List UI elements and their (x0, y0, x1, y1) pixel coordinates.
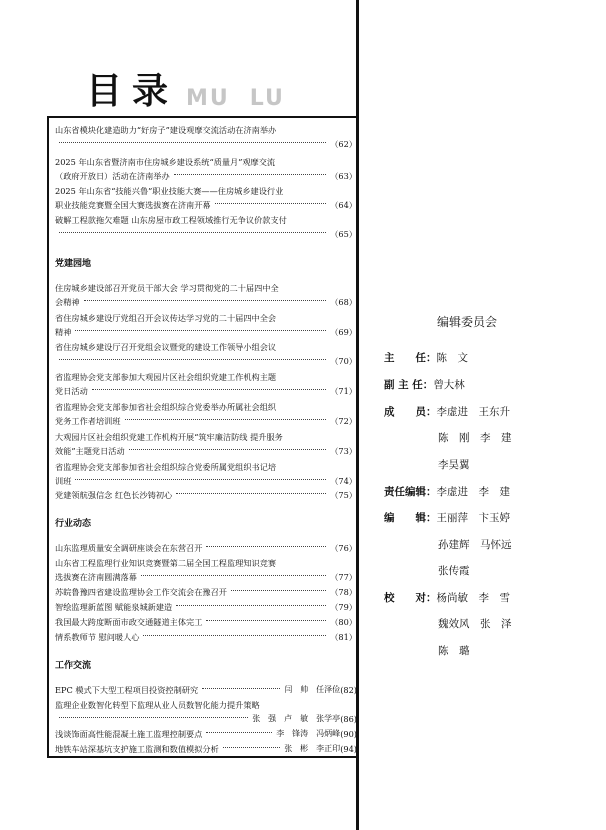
section-heading: 工作交流 (55, 661, 92, 671)
page-title (86, 70, 305, 110)
committee-names: 杨尚敏 李 雪 (436, 592, 510, 604)
toc-entry[interactable] (55, 556, 357, 584)
toc-entry[interactable] (55, 311, 357, 339)
committee-names: 曾大林 (433, 379, 465, 391)
toc-entry-title: 山东省模块化建造助力“好房子”建设观摩交流活动在济南举办 (55, 125, 277, 135)
toc-entry[interactable] (55, 698, 357, 726)
toc-entry-page: (90) (340, 729, 357, 739)
committee-label: 成 员： (384, 406, 437, 418)
toc-entry-page: （76） (330, 543, 357, 553)
committee-row (384, 350, 468, 365)
toc-entry-title-cont: （政府开放日）活动在济南举办 (55, 171, 170, 181)
toc-entry-page: （72） (330, 416, 357, 426)
toc-entry-page: （80） (330, 617, 357, 627)
section-heading: 党建园地 (55, 259, 92, 269)
committee-row (384, 404, 510, 419)
toc-entry-page: (86) (340, 714, 357, 724)
committee-names-line: 陈 璐 (438, 645, 470, 657)
toc-entry-title: 大观园片区社会组织党建工作机构开展“筑牢廉洁防线 提升服务 (55, 432, 283, 442)
toc-entry-title-cont: 党日活动 (55, 386, 88, 396)
committee-label: 责任编辑： (384, 486, 437, 498)
toc-entry[interactable] (55, 600, 357, 614)
toc-entry[interactable] (55, 742, 357, 756)
committee-names-line: 魏效风 张 泽 (438, 618, 512, 630)
toc-entry-title: 2025 年山东省暨济南市住房城乡建设系统“质量月”观摩交流 (55, 157, 276, 167)
toc-entry-page: （74） (330, 476, 357, 486)
title-latin-1: MU (186, 86, 230, 111)
toc-entry[interactable] (55, 727, 357, 741)
toc-entry[interactable] (55, 585, 357, 599)
toc-entry-title: 我国最大跨度断面市政交通隧道主体完工 (55, 617, 203, 627)
committee-label: 副 主 任： (384, 379, 434, 391)
toc-entry[interactable] (55, 123, 357, 151)
toc-entry-title: 省监理协会党支部参加省社会组织综合党委举办所属社会组织 (55, 402, 277, 412)
toc-entry-page: (94) (340, 744, 357, 754)
toc-entry-page: （75） (330, 490, 357, 500)
toc-entry-title-cont: 会精神 (55, 297, 80, 307)
toc-entry-title: 2025 年山东省“技能兴鲁”职业技能大赛——住房城乡建设行业 (55, 186, 284, 196)
toc-entry-page: （77） (330, 572, 357, 582)
toc-entry-title: 山东监理质量安全调研座谈会在东营召开 (55, 543, 203, 553)
toc-entry-title-cont: 选拔赛在济南圆满落幕 (55, 572, 137, 582)
committee-names-line: 孙建辉 马怀远 (438, 539, 512, 551)
toc-entry-title-cont: 职业技能竞赛暨全国大赛选拔赛在济南开幕 (55, 200, 211, 210)
toc-entry[interactable] (55, 460, 357, 488)
committee-names-line: 陈 刚 李 建 (438, 432, 512, 444)
committee-names: 李虚进 王东升 (436, 406, 510, 418)
section-heading: 行业动态 (55, 519, 92, 529)
committee-names-line: 张传霞 (438, 565, 470, 577)
toc-entry[interactable] (55, 370, 357, 398)
toc-box (47, 116, 358, 758)
toc-entry-title-cont: 效能”主题党日活动 (55, 446, 125, 456)
toc-entry-title: 省住房城乡建设厅召开党组会议暨党的建设工作领导小组会议 (55, 342, 277, 352)
toc-entry-page: （79） (330, 602, 357, 612)
toc-entry-title: 地铁车站深基坑支护施工监测和数值模拟分析 (55, 744, 219, 754)
committee-row (384, 510, 510, 525)
toc-entry-title-cont: 训班 (55, 476, 72, 486)
committee-names-line: 李昊翼 (438, 459, 470, 471)
toc-entry-page: （81） (330, 632, 357, 642)
toc-entry[interactable] (55, 184, 357, 212)
title-cn: 目录 (86, 71, 179, 112)
toc-entry[interactable] (55, 488, 357, 502)
toc-entry[interactable] (55, 400, 357, 428)
title-latin (186, 88, 305, 110)
toc-entry-authors: 张 强 卢 敏 张学亭 (252, 714, 341, 723)
committee-row (384, 484, 510, 499)
toc-entry-page: （63） (330, 171, 357, 181)
toc-entry[interactable] (55, 630, 357, 644)
committee-label: 主 任： (384, 352, 437, 364)
toc-entry[interactable] (55, 430, 357, 458)
toc-entry[interactable] (55, 615, 357, 629)
toc-entry-title: 省住房城乡建设厅党组召开会议传达学习党的二十届四中全会 (55, 313, 277, 323)
toc-entry-page: （71） (330, 386, 357, 396)
committee-names: 李虚进 李 建 (436, 486, 510, 498)
toc-entry[interactable] (55, 340, 357, 368)
toc-entry-title: 党建领航强信念 红色长沙铸初心 (55, 490, 173, 500)
toc-entry-title: 山东省工程监理行业知识竞赛暨第二届全国工程监理知识竞赛 (55, 558, 277, 568)
toc-entry-title: 省监理协会党支部参加省社会组织综合党委所属党组织书记培 (55, 462, 277, 472)
toc-entry-page: （68） (330, 297, 357, 307)
toc-entry[interactable] (55, 213, 357, 241)
toc-entry-title: 浅谈饰面高性能混凝土施工监理控制要点 (55, 729, 203, 739)
toc-entry-title: 破解工程款拖欠难题 山东房屋市政工程领域推行无争议价款支付 (55, 215, 287, 225)
toc-entry-page: （73） (330, 446, 357, 456)
committee-label: 编 辑： (384, 512, 437, 524)
committee-row (384, 377, 465, 392)
committee-row (384, 590, 510, 605)
toc-entry-page: （62） (330, 139, 357, 149)
toc-entry-title: 情系教师节 慰问暖人心 (55, 632, 140, 642)
committee-names: 王丽萍 卞玉婷 (436, 512, 510, 524)
toc-entry-title-cont: 党务工作者培训班 (55, 416, 121, 426)
toc-entry-page: （65） (330, 229, 357, 239)
title-latin-2: LU (249, 86, 285, 111)
toc-entry-title: 智绘监理新蓝图 赋能泉城新建造 (55, 602, 173, 612)
toc-entry-title: 省监理协会党支部参加大观园片区社会组织党建工作机构主题 (55, 372, 277, 382)
toc-entry-page: (82) (340, 685, 357, 695)
toc-entry[interactable] (55, 541, 357, 555)
toc-entry-title: EPC 模式下大型工程项目投资控制研究 (55, 685, 199, 695)
toc-entry-authors: 张 彬 李正印 (284, 744, 341, 753)
toc-entry-page: （78） (330, 587, 357, 597)
toc-entry-page: （70） (330, 356, 357, 366)
toc-entry-authors: 李 锋涛 冯炳峰 (276, 729, 341, 738)
toc-entry-page: （69） (330, 327, 357, 337)
toc-entry-title: 住房城乡建设部召开党员干部大会 学习贯彻党的二十届四中全 (55, 283, 279, 293)
toc-entry[interactable] (55, 683, 357, 697)
toc-entry-title: 监理企业数智化转型下监理从业人员数智化能力提升策略 (55, 700, 260, 710)
toc-entry-title-cont: 精神 (55, 327, 72, 337)
toc-entry-title: 苏皖鲁豫四省建设监理协会工作交流会在豫召开 (55, 587, 227, 597)
toc-entry-authors: 闫 帅 任泽俭 (284, 685, 341, 694)
toc-entry[interactable] (55, 281, 357, 309)
toc-entry[interactable] (55, 155, 357, 183)
committee-names: 陈 文 (436, 352, 468, 364)
committee-title: 编辑委员会 (437, 315, 498, 329)
toc-entry-page: （64） (330, 200, 357, 210)
committee-label: 校 对： (384, 592, 437, 604)
